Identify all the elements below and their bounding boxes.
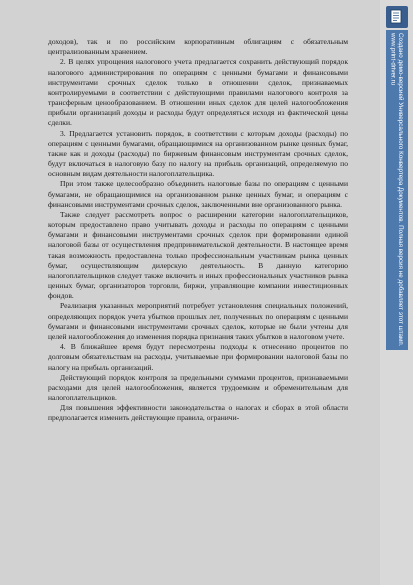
paragraph-4: Также следует рассмотреть вопрос о расширении категории налогоплательщиков, которым предоставлено право учитывать доходы и расходы по операциям с ценными бумагами и финансовыми инструментами срочных сделок при формировании единой налоговой базы от осуществления предпринимательской деятельности. В настоящее время такая возможность предоставлена только профессиональным участникам рынка ценных бумаг, осуществляющим дилерскую деятельность. В данную категорию налогоплательщиков следует также включить и иных профессиональных участников рынка ценных бумаг, организаторов торговли, биржи, управляющие компании инвестиционных фондов. [48,209,348,301]
watermark-sidebar [380,0,413,585]
document-body [48,37,348,424]
paragraph-1: 2. В целях упрощения налогового учета предлагается сохранить действующий порядок налогового администрирования по операциям с ценными бумагами и финансовыми инструментами срочных сделок только в отношении сделок, признаваемых контролируемыми в соответствии с действующими правилами налогового контроля за трансферным ценообразованием. В отношении иных сделок для целей налогообложения прибыли организаций доходы и расходы будут определяться исходя из фактической цены сделки. [48,57,348,128]
watermark-strip [386,30,408,350]
paragraph-0: доходов), так и по российским корпоративным облигациям с обязательным централизованным хранением. [48,37,348,57]
paragraph-6: 4. В ближайшее время будут пересмотрены подходы к отнесению процентов по долговым обязательствам на расходы, учитываемые при формировании налоговой базы по налогу на прибыль организаций. [48,342,348,372]
watermark-text: Создано демо-версией Универсального Конвертера Документов. Полная версия не добавляет этот штамп. www.print-driver.ru [389,33,405,347]
paragraph-8: Для повышения эффективности законодательства о налогах и сборах в этой области предполагается изменить действующие правила, ограничи- [48,403,348,423]
paragraph-7: Действующий порядок контроля за предельными суммами процентов, признаваемыми расходами для целей налогообложения, является трудоемким и обременительным для налогоплательщиков. [48,372,348,403]
paragraph-5: Реализация указанных мероприятий потребует установления специальных положений, определяющих порядок учета убытков прошлых лет, полученных по операциям с ценными бумагами и финансовыми инструментами срочных сделок, которые не были учтены для целей налогообложения до изменения порядка признания таких убытков в налоговом учете. [48,301,348,341]
document-icon [386,6,408,28]
paragraph-2: 3. Предлагается установить порядок, в соответствии с которым доходы (расходы) по операциям с ценными бумагами, обращающимися на организованном рынке ценных бумаг, также как и доходы (расходы) по биржевым финансовым инструментам срочных сделок, будут включаться в налоговую базу по налогу на прибыль организаций, определяемую по основным видам деятельности налогоплательщика. [48,128,348,179]
paragraph-3: При этом также целесообразно объединить налоговые базы по операциям с ценными бумагами, не обращающимися на организованном рынке ценных бумаг, и операциям с финансовыми инструментами срочных сделок, заключенными вне организованного рынка. [48,179,348,209]
